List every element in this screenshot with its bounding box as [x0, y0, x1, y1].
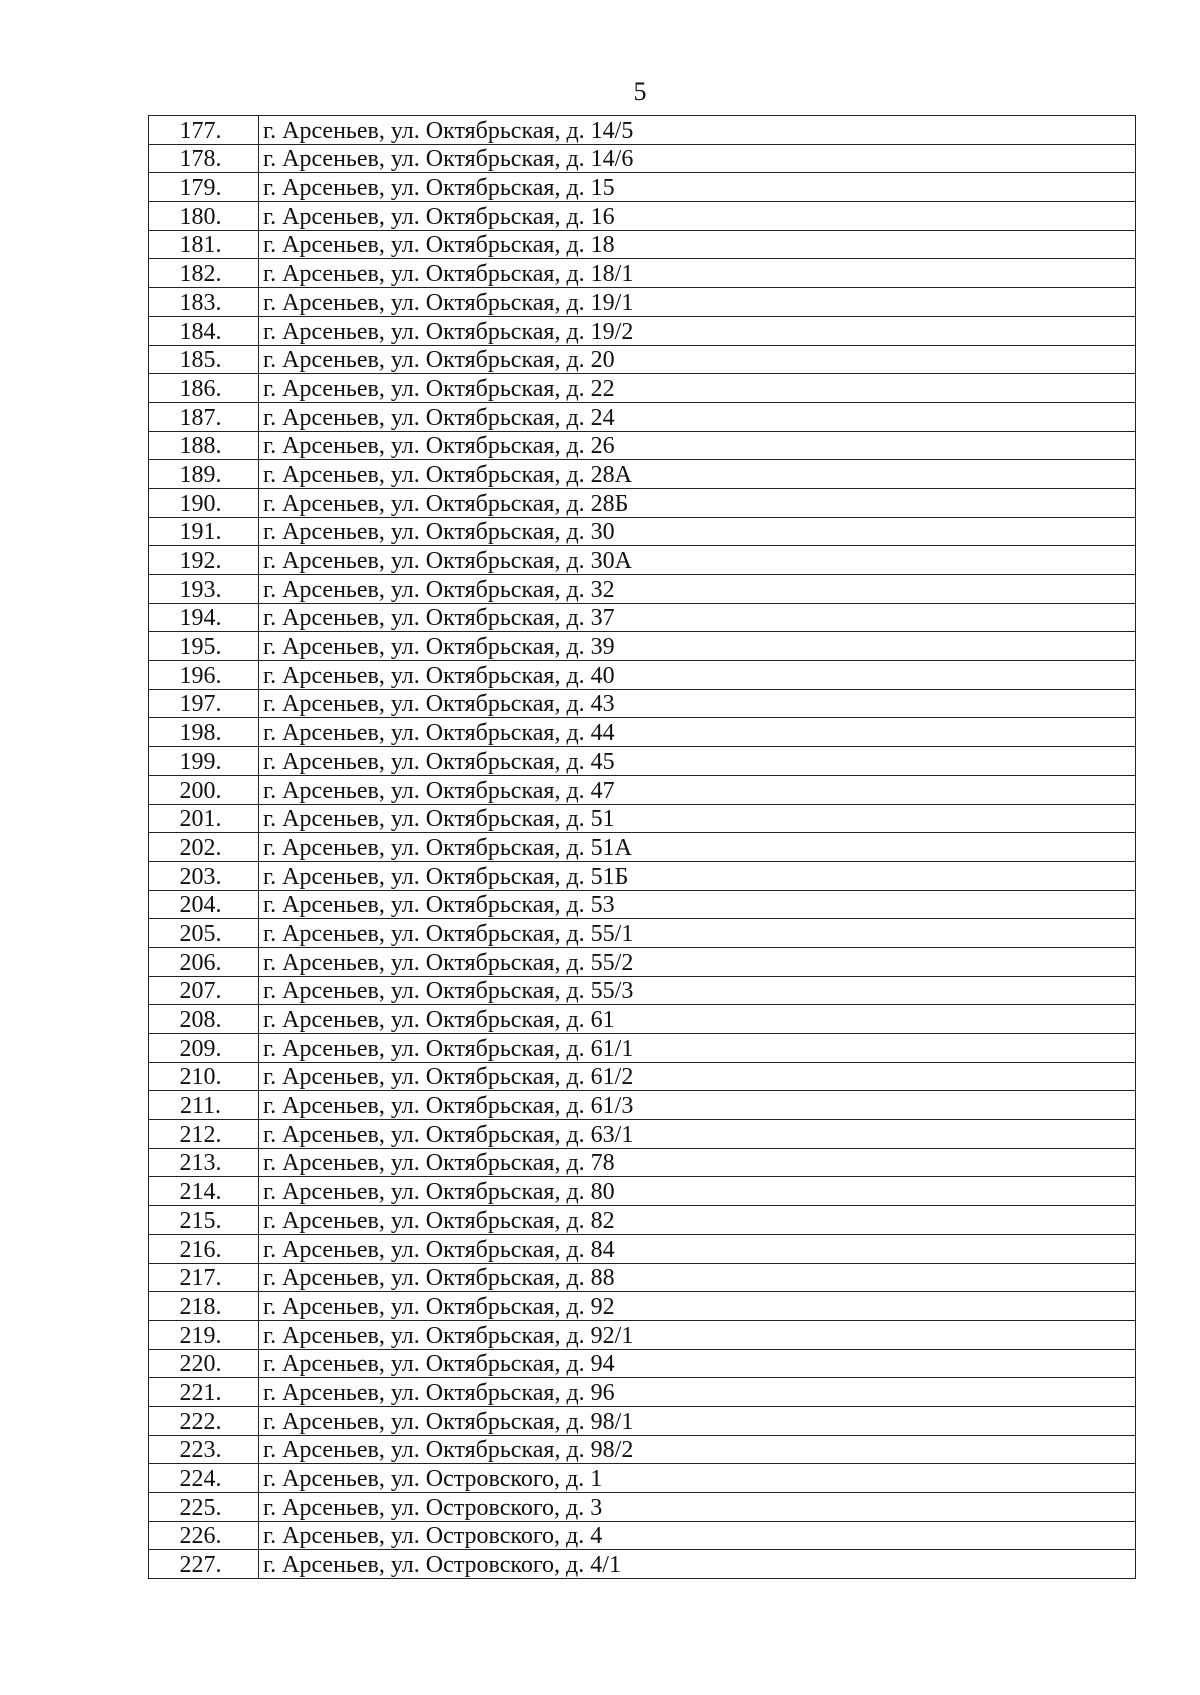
- row-number: 202.: [149, 833, 259, 862]
- row-address: г. Арсеньев, ул. Октябрьская, д. 63/1: [259, 1120, 1136, 1149]
- table-row: [149, 517, 1136, 546]
- table-row: [149, 402, 1136, 431]
- table-row: [149, 259, 1136, 288]
- row-address: г. Арсеньев, ул. Октябрьская, д. 47: [259, 775, 1136, 804]
- row-number: 209.: [149, 1034, 259, 1063]
- row-number: 225.: [149, 1493, 259, 1522]
- row-address: г. Арсеньев, ул. Октябрьская, д. 51Б: [259, 861, 1136, 890]
- row-address: г. Арсеньев, ул. Островского, д. 1: [259, 1464, 1136, 1493]
- table-row: [149, 833, 1136, 862]
- row-address: г. Арсеньев, ул. Октябрьская, д. 61/3: [259, 1091, 1136, 1120]
- table-row: [149, 316, 1136, 345]
- row-address: г. Арсеньев, ул. Октябрьская, д. 61: [259, 1005, 1136, 1034]
- table-row: [149, 288, 1136, 317]
- row-address: г. Арсеньев, ул. Октябрьская, д. 14/5: [259, 116, 1136, 145]
- row-number: 216.: [149, 1234, 259, 1263]
- row-number: 210.: [149, 1062, 259, 1091]
- table-row: [149, 1521, 1136, 1550]
- row-number: 208.: [149, 1005, 259, 1034]
- table-row: [149, 1120, 1136, 1149]
- row-address: г. Арсеньев, ул. Октябрьская, д. 45: [259, 747, 1136, 776]
- row-number: 213.: [149, 1148, 259, 1177]
- table-row: [149, 661, 1136, 690]
- table-row: [149, 116, 1136, 145]
- row-number: 226.: [149, 1521, 259, 1550]
- row-address: г. Арсеньев, ул. Октябрьская, д. 14/6: [259, 144, 1136, 173]
- row-address: г. Арсеньев, ул. Октябрьская, д. 26: [259, 431, 1136, 460]
- row-address: г. Арсеньев, ул. Октябрьская, д. 98/1: [259, 1406, 1136, 1435]
- row-address: г. Арсеньев, ул. Октябрьская, д. 51А: [259, 833, 1136, 862]
- row-address: г. Арсеньев, ул. Октябрьская, д. 55/2: [259, 947, 1136, 976]
- row-address: г. Арсеньев, ул. Октябрьская, д. 92: [259, 1292, 1136, 1321]
- table-row: [149, 1550, 1136, 1579]
- row-number: 191.: [149, 517, 259, 546]
- table-row: [149, 345, 1136, 374]
- row-number: 183.: [149, 288, 259, 317]
- row-address: г. Арсеньев, ул. Октябрьская, д. 55/1: [259, 919, 1136, 948]
- row-address: г. Арсеньев, ул. Октябрьская, д. 78: [259, 1148, 1136, 1177]
- table-row: [149, 1062, 1136, 1091]
- table-row: [149, 890, 1136, 919]
- table-row: [149, 1263, 1136, 1292]
- row-number: 218.: [149, 1292, 259, 1321]
- table-row: [149, 1148, 1136, 1177]
- table-row: [149, 1177, 1136, 1206]
- row-address: г. Арсеньев, ул. Октябрьская, д. 16: [259, 202, 1136, 231]
- row-address: г. Арсеньев, ул. Октябрьская, д. 28Б: [259, 488, 1136, 517]
- row-address: г. Арсеньев, ул. Октябрьская, д. 19/2: [259, 316, 1136, 345]
- row-address: г. Арсеньев, ул. Островского, д. 4: [259, 1521, 1136, 1550]
- row-address: г. Арсеньев, ул. Октябрьская, д. 55/3: [259, 976, 1136, 1005]
- row-number: 177.: [149, 116, 259, 145]
- row-number: 189.: [149, 460, 259, 489]
- table-row: [149, 1292, 1136, 1321]
- row-address: г. Арсеньев, ул. Октябрьская, д. 32: [259, 575, 1136, 604]
- row-address: г. Арсеньев, ул. Октябрьская, д. 22: [259, 374, 1136, 403]
- row-address: г. Арсеньев, ул. Октябрьская, д. 30А: [259, 546, 1136, 575]
- table-row: [149, 173, 1136, 202]
- row-number: 188.: [149, 431, 259, 460]
- row-address: г. Арсеньев, ул. Октябрьская, д. 82: [259, 1206, 1136, 1235]
- row-number: 212.: [149, 1120, 259, 1149]
- row-number: 184.: [149, 316, 259, 345]
- row-number: 224.: [149, 1464, 259, 1493]
- row-address: г. Арсеньев, ул. Октябрьская, д. 39: [259, 632, 1136, 661]
- row-number: 180.: [149, 202, 259, 231]
- row-number: 196.: [149, 661, 259, 690]
- table-row: [149, 1349, 1136, 1378]
- row-number: 179.: [149, 173, 259, 202]
- row-number: 211.: [149, 1091, 259, 1120]
- row-number: 222.: [149, 1406, 259, 1435]
- row-number: 215.: [149, 1206, 259, 1235]
- address-table-body: [149, 116, 1136, 1579]
- row-number: 206.: [149, 947, 259, 976]
- table-row: [149, 1493, 1136, 1522]
- row-address: г. Арсеньев, ул. Октябрьская, д. 61/1: [259, 1034, 1136, 1063]
- row-address: г. Арсеньев, ул. Октябрьская, д. 96: [259, 1378, 1136, 1407]
- table-row: [149, 1435, 1136, 1464]
- row-number: 193.: [149, 575, 259, 604]
- row-address: г. Арсеньев, ул. Октябрьская, д. 44: [259, 718, 1136, 747]
- table-row: [149, 460, 1136, 489]
- row-number: 182.: [149, 259, 259, 288]
- row-address: г. Арсеньев, ул. Октябрьская, д. 98/2: [259, 1435, 1136, 1464]
- row-address: г. Арсеньев, ул. Октябрьская, д. 15: [259, 173, 1136, 202]
- row-number: 207.: [149, 976, 259, 1005]
- table-row: [149, 1034, 1136, 1063]
- row-number: 221.: [149, 1378, 259, 1407]
- table-row: [149, 804, 1136, 833]
- table-row: [149, 202, 1136, 231]
- row-number: 178.: [149, 144, 259, 173]
- row-address: г. Арсеньев, ул. Островского, д. 3: [259, 1493, 1136, 1522]
- row-number: 201.: [149, 804, 259, 833]
- row-address: г. Арсеньев, ул. Октябрьская, д. 80: [259, 1177, 1136, 1206]
- table-row: [149, 1378, 1136, 1407]
- row-address: г. Арсеньев, ул. Октябрьская, д. 24: [259, 402, 1136, 431]
- row-address: г. Арсеньев, ул. Октябрьская, д. 40: [259, 661, 1136, 690]
- row-number: 181.: [149, 230, 259, 259]
- table-row: [149, 775, 1136, 804]
- table-row: [149, 1406, 1136, 1435]
- row-number: 223.: [149, 1435, 259, 1464]
- row-number: 198.: [149, 718, 259, 747]
- table-row: [149, 1234, 1136, 1263]
- row-number: 187.: [149, 402, 259, 431]
- row-address: г. Арсеньев, ул. Островского, д. 4/1: [259, 1550, 1136, 1579]
- table-row: [149, 603, 1136, 632]
- row-number: 192.: [149, 546, 259, 575]
- page-number: 5: [633, 77, 647, 106]
- table-row: [149, 718, 1136, 747]
- table-row: [149, 1206, 1136, 1235]
- row-number: 227.: [149, 1550, 259, 1579]
- row-number: 214.: [149, 1177, 259, 1206]
- row-number: 185.: [149, 345, 259, 374]
- row-number: 194.: [149, 603, 259, 632]
- table-row: [149, 374, 1136, 403]
- row-number: 199.: [149, 747, 259, 776]
- row-address: г. Арсеньев, ул. Октябрьская, д. 53: [259, 890, 1136, 919]
- row-address: г. Арсеньев, ул. Октябрьская, д. 30: [259, 517, 1136, 546]
- table-row: [149, 689, 1136, 718]
- row-address: г. Арсеньев, ул. Октябрьская, д. 43: [259, 689, 1136, 718]
- row-address: г. Арсеньев, ул. Октябрьская, д. 20: [259, 345, 1136, 374]
- row-address: г. Арсеньев, ул. Октябрьская, д. 37: [259, 603, 1136, 632]
- row-address: г. Арсеньев, ул. Октябрьская, д. 61/2: [259, 1062, 1136, 1091]
- row-number: 190.: [149, 488, 259, 517]
- table-row: [149, 431, 1136, 460]
- table-row: [149, 632, 1136, 661]
- table-row: [149, 947, 1136, 976]
- row-number: 205.: [149, 919, 259, 948]
- row-number: 200.: [149, 775, 259, 804]
- table-row: [149, 575, 1136, 604]
- row-address: г. Арсеньев, ул. Октябрьская, д. 84: [259, 1234, 1136, 1263]
- address-table: [148, 115, 1136, 1579]
- row-number: 197.: [149, 689, 259, 718]
- row-number: 217.: [149, 1263, 259, 1292]
- table-row: [149, 1091, 1136, 1120]
- table-row: [149, 1464, 1136, 1493]
- table-row: [149, 1320, 1136, 1349]
- row-address: г. Арсеньев, ул. Октябрьская, д. 94: [259, 1349, 1136, 1378]
- row-number: 204.: [149, 890, 259, 919]
- row-address: г. Арсеньев, ул. Октябрьская, д. 28А: [259, 460, 1136, 489]
- row-number: 219.: [149, 1320, 259, 1349]
- table-row: [149, 919, 1136, 948]
- table-row: [149, 976, 1136, 1005]
- row-address: г. Арсеньев, ул. Октябрьская, д. 19/1: [259, 288, 1136, 317]
- table-row: [149, 488, 1136, 517]
- row-number: 186.: [149, 374, 259, 403]
- row-address: г. Арсеньев, ул. Октябрьская, д. 18/1: [259, 259, 1136, 288]
- row-address: г. Арсеньев, ул. Октябрьская, д. 51: [259, 804, 1136, 833]
- table-row: [149, 230, 1136, 259]
- row-number: 203.: [149, 861, 259, 890]
- table-row: [149, 1005, 1136, 1034]
- row-number: 195.: [149, 632, 259, 661]
- row-address: г. Арсеньев, ул. Октябрьская, д. 18: [259, 230, 1136, 259]
- table-row: [149, 144, 1136, 173]
- table-row: [149, 861, 1136, 890]
- row-number: 220.: [149, 1349, 259, 1378]
- row-address: г. Арсеньев, ул. Октябрьская, д. 92/1: [259, 1320, 1136, 1349]
- table-row: [149, 546, 1136, 575]
- row-address: г. Арсеньев, ул. Октябрьская, д. 88: [259, 1263, 1136, 1292]
- table-row: [149, 747, 1136, 776]
